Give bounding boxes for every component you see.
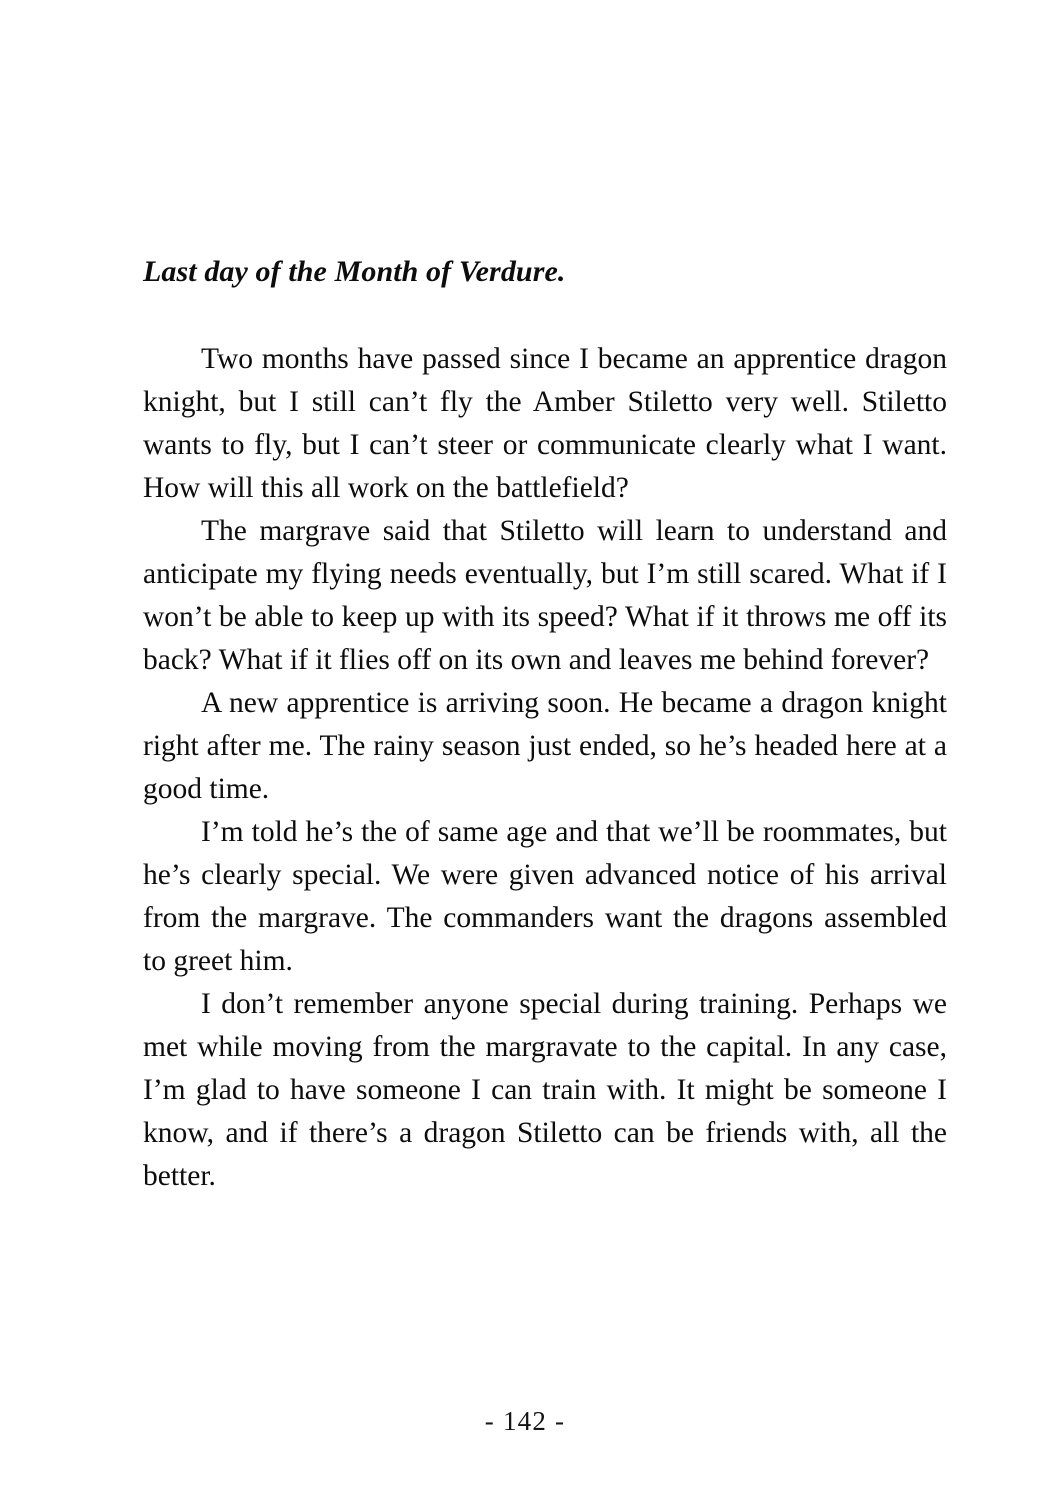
entry-heading: Last day of the Month of Verdure. xyxy=(143,255,566,288)
paragraph: The margrave said that Stiletto will learn to understand and anticipate my flying needs eventually, but I’m still scared. What if I won’t be able to keep up with its speed? What if it throws me off its back? What if it flies off on its own and leaves me behind forever? xyxy=(143,515,947,676)
paragraph: Two months have passed since I became an apprentice dragon knight, but I still can’t fly the Amber Stiletto very well. Stiletto wants to fly, but I can’t steer or communicate clearly what I want. How will this all work on the battlefield? xyxy=(143,343,947,504)
paragraph: A new apprentice is arriving soon. He became a dragon knight right after me. The rainy season just ended, so he’s headed here at a good time. xyxy=(143,687,947,805)
page-text-block xyxy=(143,252,947,1198)
page-number: - 142 - xyxy=(484,1406,566,1436)
paragraph: I’m told he’s the of same age and that we’ll be roommates, but he’s clearly special. We were given advanced notice of his arrival from the margrave. The commanders want the dragons assembled to greet him. xyxy=(143,816,947,977)
paragraph: I don’t remember anyone special during training. Perhaps we met while moving from the margravate to the capital. In any case, I’m glad to have someone I can train with. It might be someone I know, and if there’s a dragon Stiletto can be friends with, all the better. xyxy=(143,988,947,1192)
body-text xyxy=(143,338,947,1198)
